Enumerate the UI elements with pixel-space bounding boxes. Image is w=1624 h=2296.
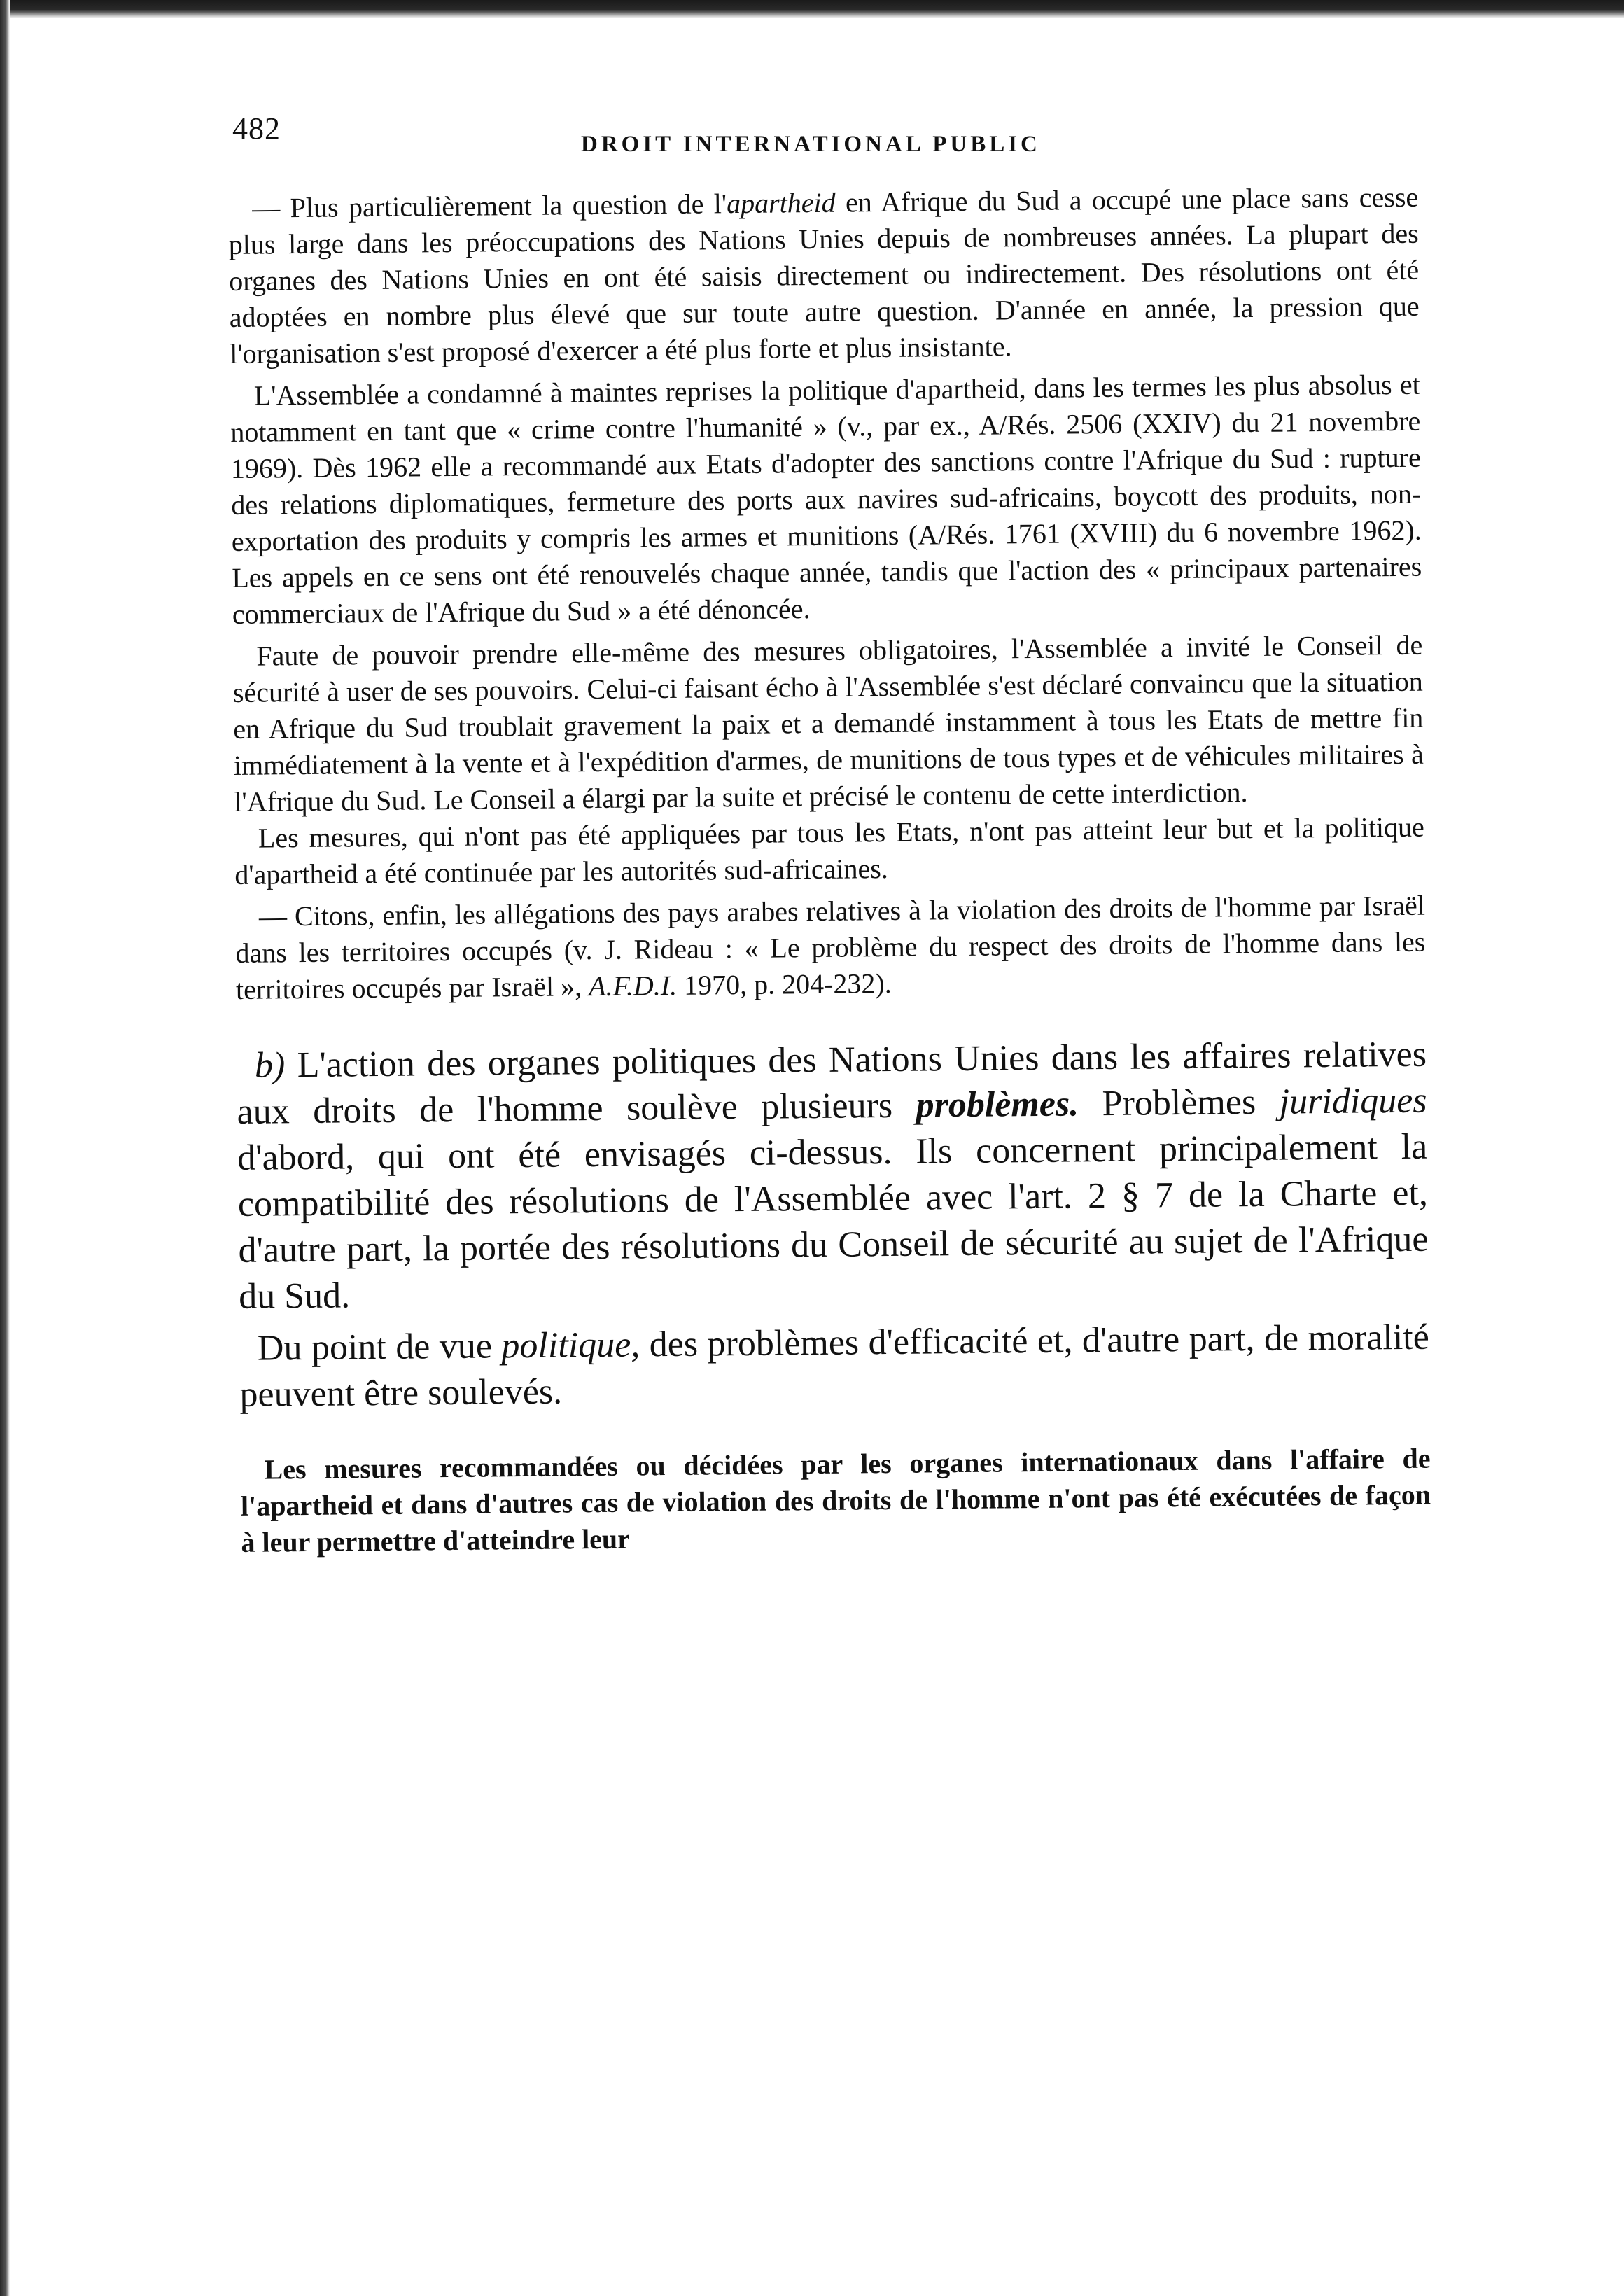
paragraph-arab-allegations [235,888,1426,1008]
scan-edge-top [0,0,1624,18]
paragraph-political-view [239,1315,1430,1418]
italic-term: juridiques [1279,1080,1427,1122]
paragraph-section-b [237,1032,1429,1320]
page-number: 482 [232,111,281,146]
text-column [228,179,1432,1561]
text-run: — Plus particulièrement la question de l' [252,188,727,224]
text-run: d'abord, qui ont été envisagés ci-dessus. Ils concernent principalement la compatibilité des résolutions de l'Assemblée avec l'art. 2 § 7 de la Charte et, d'autre part, la portée des résolutions du Conseil de sécurité au sujet de l'Afrique du Sud. [237,1126,1429,1317]
italic-citation: A.F.D.I. [588,969,678,1002]
text-run: — Citons, enfin, les allégations des pays arabes relatives à la violation des droits de l'homme par Israël dans les territoires occupés (v. J. Rideau : « Le problème du respect des droits de l'homme dans les territoires occupés par Israël », [235,889,1426,1005]
text-run: en Afrique du Sud a occupé une place sans cesse plus large dans les préoccupations des Nations Unies depuis de nombreuses années. La plupart des organes des Nations Unies en ont été saisis directement ou indirectement. Des résolutions ont été adoptées en nombre plus élevé que sur toute autre question. D'année en année, la pression que l'organisation s'est proposé d'exercer a été plus forte et plus insistante. [228,181,1420,370]
italic-term: politique, [501,1324,640,1366]
paragraph-security-council: Faute de pouvoir prendre elle-même des mesures obligatoires, l'Assemblée a invité le Conseil de sécurité à user de ses pouvoirs. Celui-ci faisant écho à l'Assemblée s'est déclaré convaincu que la situation en Afrique du Sud troublait gravement la paix et a demandé instamment à tous les Etats de mettre fin immédiatement à la vente et à l'expédition d'armes, de munitions de tous types et de véhicules militaires à l'Afrique du Sud. Le Conseil a élargi par la suite et précisé le contenu de cette interdiction. [232,629,1424,818]
paragraph-assembly-condemnation: L'Assemblée a condamné à maintes reprises la politique d'apartheid, dans les termes les plus absolus et notamment en tant que « crime contre l'humanité » (v., par ex., A/Rés. 2506 (XXIV) du 21 novembre 1969). Dès 1962 elle a recommandé aux Etats d'adopter des sanctions contre l'Afrique du Sud : rupture des relations diplomatiques, fermeture des ports aux navires sud-africains, boycott des produits, non-exportation des produits y compris les armes et munitions (A/Rés. 1761 (XVIII) du 6 novembre 1962). Les appels en ce sens ont été renouvelés chaque année, tandis que l'action des « principaux partenaires commerciaux de l'Afrique du Sud » a été dénoncée. [230,368,1422,630]
text-run: 1970, p. 204-232). [676,967,892,1001]
text-run: Problèmes [1078,1082,1280,1124]
section-marker: b) [254,1045,286,1086]
text-run: des problèmes d'efficacité et, d'autre part, de moralité peuvent être soulevés. [239,1317,1430,1415]
emphasis-term: problèmes. [916,1084,1079,1126]
italic-term: apartheid [726,186,836,220]
scan-edge-left [0,0,10,2296]
paragraph-measures-result: Les mesures, qui n'ont pas été appliquées par tous les Etats, n'ont pas atteint leur but et la politique d'apartheid a été continuée par les autorités sud-africaines. [234,811,1425,890]
text-run: Du point de vue [257,1326,502,1368]
paragraph-measures-execution: Les mesures recommandées ou décidées par les organes internationaux dans l'affaire de l'apartheid et dans d'autres cas de violation des droits de l'homme n'ont pas été exécutées de façon à leur permettre d'atteindre leur [240,1442,1432,1558]
text-run: L'action des organes politiques des Nations Unies dans les affaires relatives aux droits de l'homme soulève plusieurs [237,1034,1427,1132]
paragraph-apartheid-intro [228,179,1420,372]
running-title: DROIT INTERNATIONAL PUBLIC [581,132,1041,157]
